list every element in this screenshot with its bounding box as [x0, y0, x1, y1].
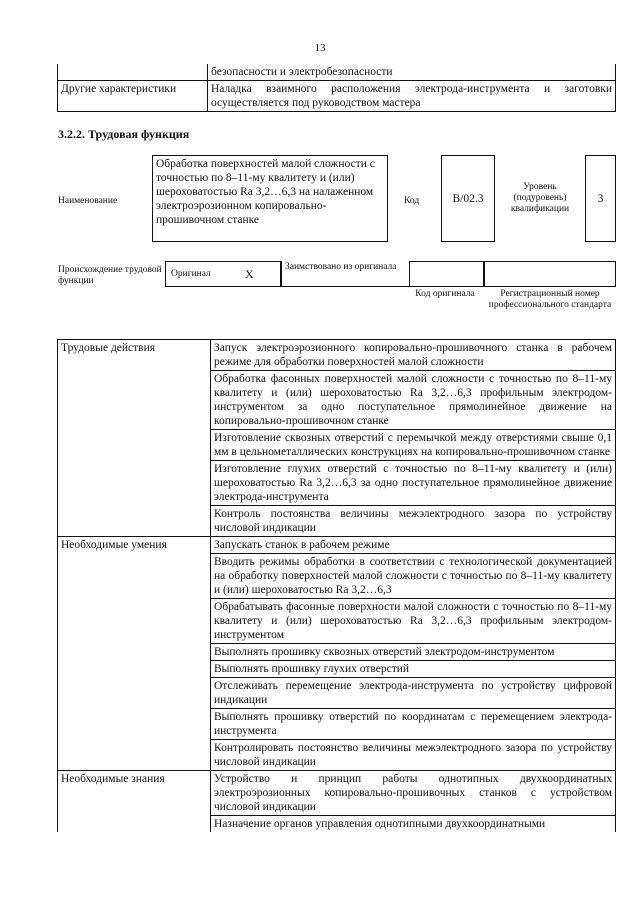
list-item: Выполнять прошивку отверстий по координатам с перемещением электрода-инструмента — [211, 709, 616, 740]
original-mark: X — [245, 267, 254, 281]
table-row — [58, 816, 616, 833]
reg-number-box — [484, 261, 616, 287]
original-code-box — [409, 261, 484, 287]
table-row — [58, 599, 616, 644]
table-row — [58, 661, 616, 678]
table-row — [58, 709, 616, 740]
table-row — [58, 430, 616, 461]
page-number: 13 — [314, 42, 326, 54]
list-item: Контроль постоянства величины межэлектродного зазора по устройству числовой индикации — [211, 506, 616, 537]
table-row — [58, 740, 616, 771]
function-name: Обработка поверхностей малой сложности с точностью по 8–11-му квалитету и (или) шероховатостью Ra 3,2…6,3 на налаженном электроэрозионном копировально-прошивочном станке — [152, 155, 388, 242]
table-row — [58, 81, 616, 112]
list-item: Запускать станок в рабочем режиме — [211, 537, 616, 554]
original-code-caption: Код оригинала — [415, 289, 475, 299]
function-table — [57, 339, 616, 832]
row-text: Наладка взаимного расположения электрода-инструмента и заготовки осуществляется под руководством мастера — [208, 81, 616, 112]
list-item: Обрабатывать фасонные поверхности малой сложности с точностью по 8–11-му квалитету и (или) шероховатостью Ra 3,2…6,3 профильным электродом-инструментом — [211, 599, 616, 644]
list-item: Выполнять прошивку сквозных отверстий электродом-инструментом — [211, 644, 616, 661]
name-label: Наименование — [58, 196, 118, 206]
list-item: Изготовление сквозных отверстий с перемычкой между отверстиями свыше 0,1 мм в цельнометаллических конструкциях на копировально-прошивочном станке — [211, 430, 616, 461]
table-row — [58, 537, 616, 554]
list-item: Отслеживать перемещение электрода-инструмента по устройству цифровой индикации — [211, 678, 616, 709]
row-label: Другие характеристики — [58, 81, 208, 112]
table-row — [58, 644, 616, 661]
actions-label: Трудовые действия — [58, 340, 211, 371]
level-label: Уровень (подуровень) квалификации — [510, 182, 570, 214]
list-item: Вводить режимы обработки в соответствии с технологической документацией на обработку поверхностей малой сложности с точностью по 8–11-му квалитету и (или) шероховатостью Ra 3,2…6,3 — [211, 554, 616, 599]
table-row — [58, 554, 616, 599]
knowledge-label: Необходимые знания — [58, 771, 211, 816]
list-item: Выполнять прошивку глухих отверстий — [211, 661, 616, 678]
list-item: Запуск электроэрозионного копировально-прошивочного станка в рабочем режиме для обработки поверхностей малой сложности — [211, 340, 616, 371]
list-item: Изготовление глухих отверстий с точностью по 8–11-му квалитету и (или) шероховатостью Ra 3,2…6,3 за одно поступательное прямолинейное движение электрода-инструмента — [211, 461, 616, 506]
table-row — [58, 771, 616, 816]
list-item: Устройство и принцип работы однотипных двухкоординатных электроэрозионных копировально-прошивочных станков с устройством числовой индикации — [211, 771, 616, 816]
characteristics-table — [57, 64, 616, 112]
section-title: 3.2.2. Трудовая функция — [58, 127, 190, 141]
code-label: Код — [404, 196, 420, 206]
list-item: Назначение органов управления однотипными двухкоординатными — [211, 816, 616, 833]
origin-label: Происхождение трудовой функции — [58, 265, 162, 286]
empty-cell — [58, 64, 208, 81]
reg-number-caption: Регистрационный номер профессионального стандарта — [488, 289, 612, 310]
code-value: B/02.3 — [441, 155, 495, 242]
list-item: Контролировать постоянство величины межэлектродного зазора по устройству числовой индикации — [211, 740, 616, 771]
continued-text: безопасности и электробезопасности — [208, 64, 616, 81]
list-item: Обработка фасонных поверхностей малой сложности с точностью по 8–11-му квалитету и (или) шероховатостью Ra 3,2…6,3 профильным электродом-инструментом за одно поступательное прямолинейное движение на копировально-прошивочном станке — [211, 371, 616, 430]
borrowed-label: Заимствовано из оригинала — [285, 262, 397, 272]
level-value: 3 — [585, 155, 616, 242]
table-row — [58, 461, 616, 506]
original-label: Оригинал — [171, 269, 211, 279]
table-row — [58, 506, 616, 537]
table-row — [58, 678, 616, 709]
skills-label: Необходимые умения — [58, 537, 211, 554]
table-row — [58, 64, 616, 81]
table-row — [58, 371, 616, 430]
borrowed-box — [281, 261, 409, 287]
table-row — [58, 340, 616, 371]
original-box — [165, 261, 281, 287]
